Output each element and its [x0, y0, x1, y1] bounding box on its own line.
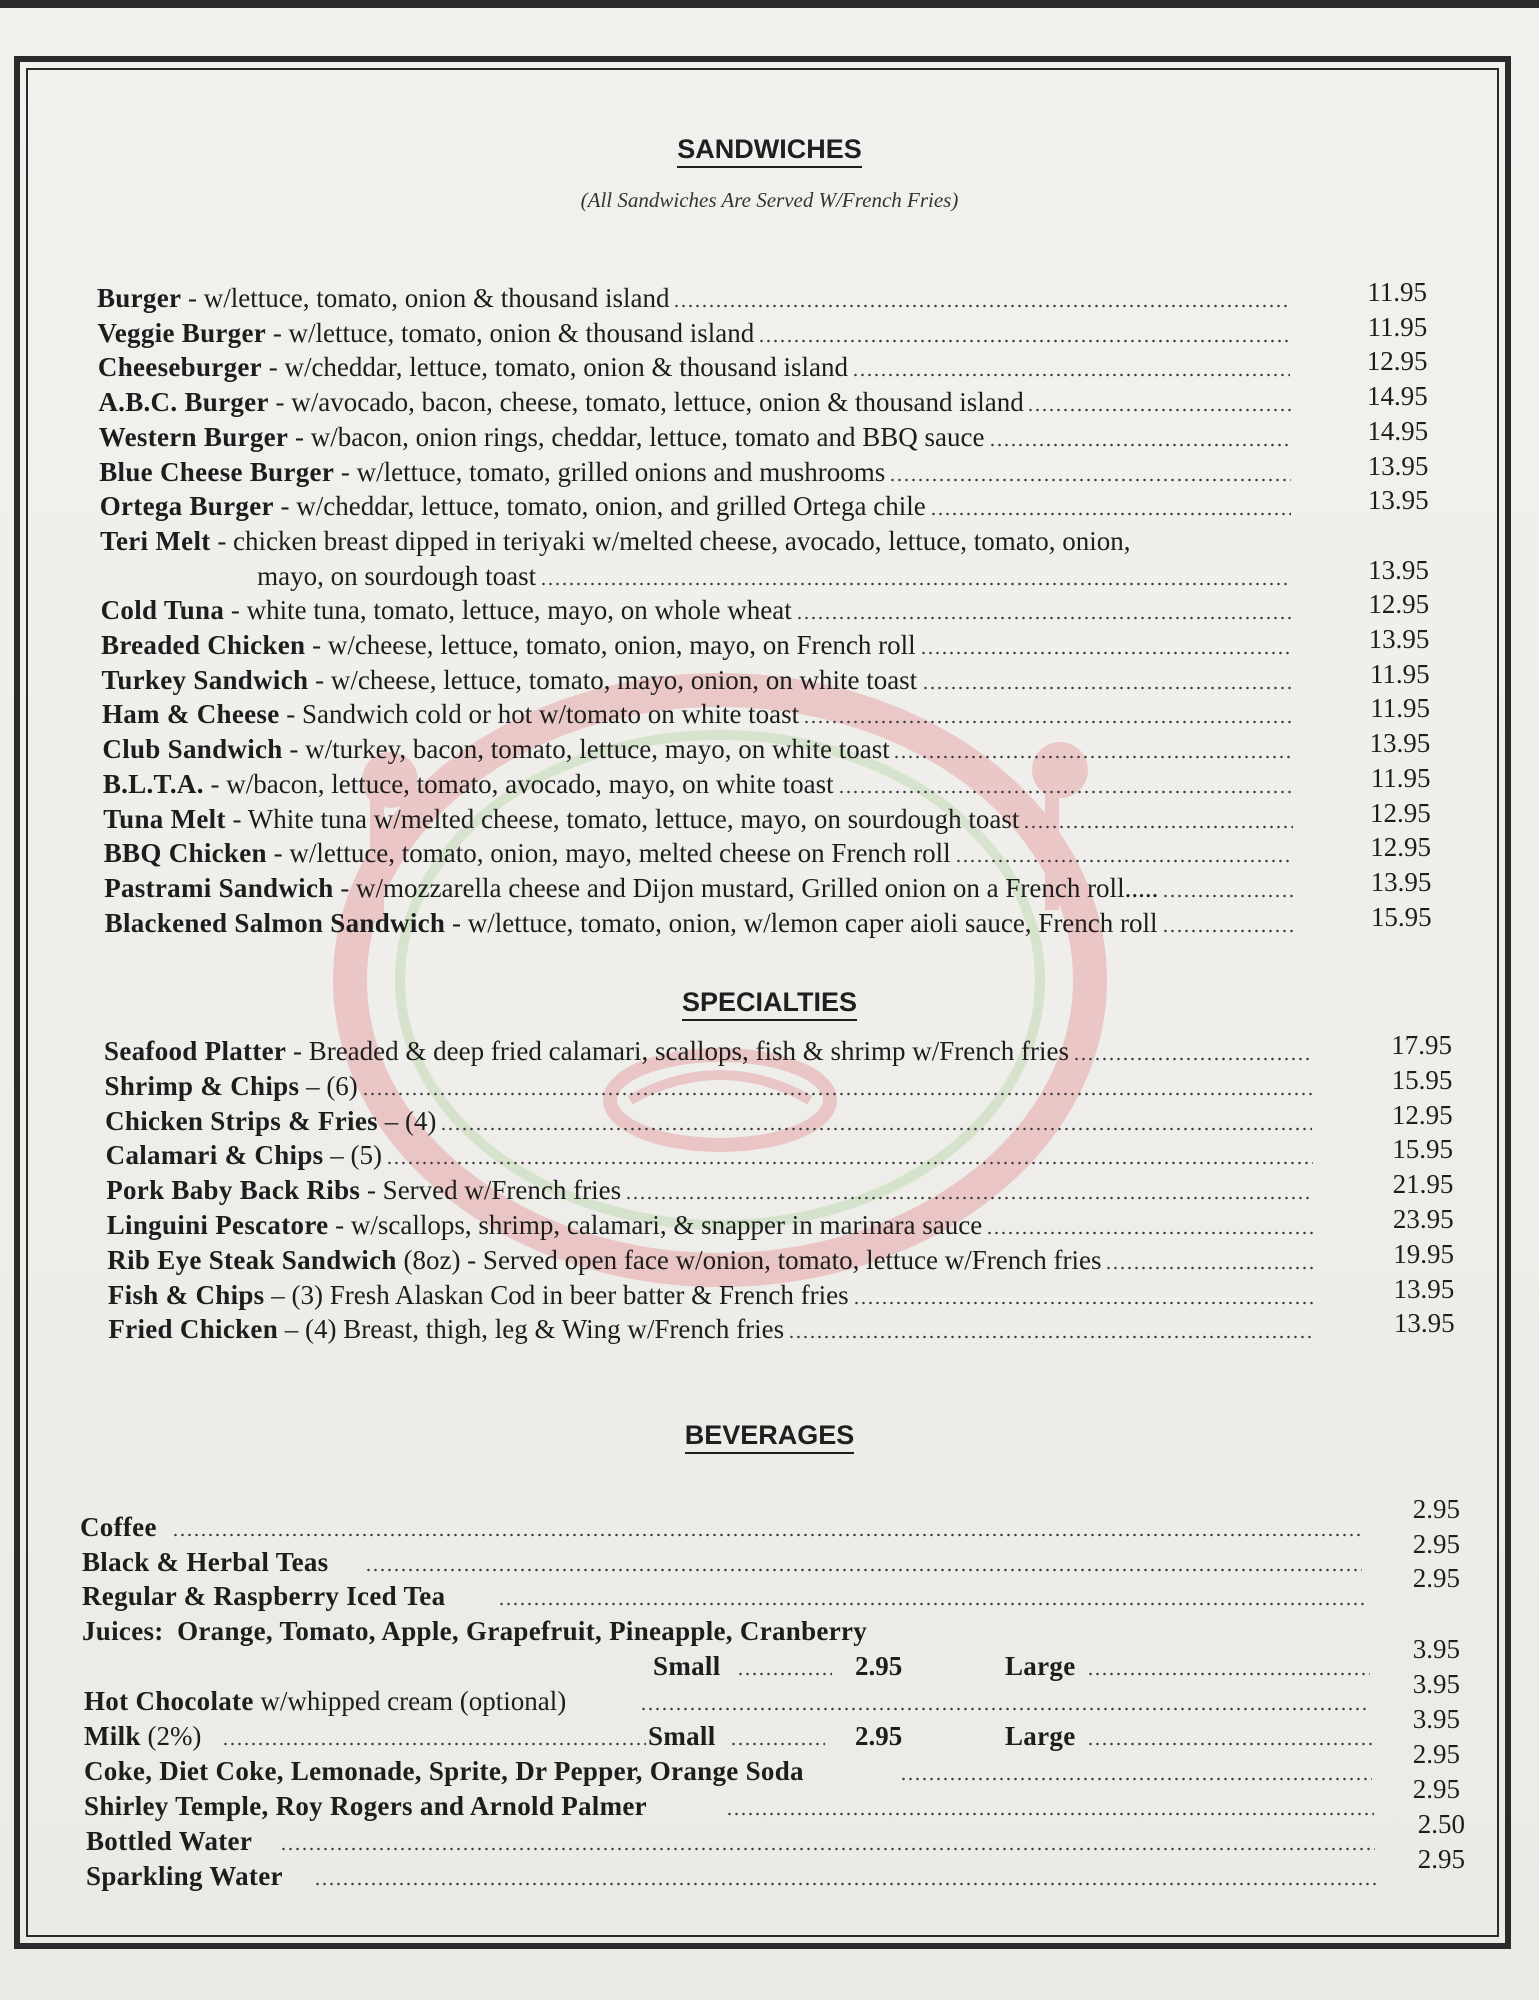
specialties-heading: SPECIALTIES: [0, 987, 1539, 1018]
item-description: - White tuna w/melted cheese, tomato, lettuce, mayo, on sourdough toast: [225, 803, 1020, 834]
item-price: 13.95: [1370, 866, 1432, 897]
item-name: Fish & Chips: [107, 1279, 265, 1310]
item-price: 13.95: [1393, 1273, 1455, 1304]
item-name: Calamari & Chips: [105, 1140, 324, 1171]
item-name: Seafood Platter: [104, 1036, 287, 1066]
bev-price: 2.95: [1412, 1563, 1460, 1593]
item-name: Chicken Strips & Fries: [105, 1105, 378, 1136]
item-description: - w/cheddar, lettuce, tomato, onion & thousand island: [261, 352, 848, 383]
item-name: Teri Melt: [100, 525, 211, 556]
item-price: 12.95: [1366, 346, 1428, 377]
item-name: BBQ Chicken: [103, 838, 267, 869]
sandwiches-item: [97, 318, 754, 349]
item-price: 23.95: [1392, 1204, 1454, 1234]
bev-price: 3.95: [1412, 1669, 1460, 1699]
sandwiches-item: [99, 422, 985, 453]
sandwiches-item: [98, 352, 848, 383]
item-price: 11.95: [1369, 658, 1430, 689]
leader-dots: [365, 1568, 1362, 1572]
juice-small-label: Small: [653, 1651, 721, 1681]
bev-temples: Shirley Temple, Roy Rogers and Arnold Palmer: [84, 1791, 647, 1821]
item-description: – (4): [377, 1105, 437, 1136]
item-description: - w/turkey, bacon, tomato, lettuce, mayo, on white toast: [282, 734, 890, 765]
sandwiches-item: [103, 769, 834, 800]
leader-dots: [788, 1335, 1314, 1339]
sandwiches-item: [99, 457, 885, 488]
leader-dots: [640, 1707, 1370, 1711]
item-description: - w/mozzarella cheese and Dijon mustard, Grilled onion on a French roll.....: [333, 872, 1159, 903]
item-price: 12.95: [1391, 1099, 1453, 1130]
sandwiches-item: [104, 873, 1158, 904]
item-description: - chicken breast dipped in teriyaki w/melted cheese, avocado, lettuce, tomato, onion,: [210, 525, 1131, 556]
item-price: 11.95: [1370, 762, 1431, 793]
specialties-item: [107, 1245, 1101, 1276]
leader-dots: [889, 478, 1291, 482]
milk-small-price: 2.95: [855, 1721, 903, 1751]
item-description: - w/avocado, bacon, cheese, tomato, lettuce, onion & thousand island: [268, 387, 1024, 418]
leader-dots: [853, 1301, 1314, 1305]
bev-price: 2.95: [1412, 1529, 1460, 1559]
item-description: – (6): [299, 1070, 358, 1101]
item-name: Blackened Salmon Sandwich: [104, 907, 446, 938]
sandwiches-item: [102, 734, 889, 765]
sandwiches-item-continued: [257, 561, 536, 592]
item-price: 15.95: [1370, 901, 1432, 932]
leader-dots: [386, 1161, 1313, 1165]
item-description: – (4) Breast, thigh, leg & Wing w/French fries: [278, 1314, 785, 1345]
bev-price: 3.95: [1412, 1634, 1460, 1664]
specialties-item: [107, 1210, 982, 1241]
item-price: 13.95: [1369, 728, 1431, 759]
leader-dots: [900, 1777, 1372, 1781]
item-name: Ham & Cheese: [101, 699, 280, 730]
leader-dots: [1162, 929, 1293, 933]
leader-dots: [726, 1812, 1374, 1816]
bev-juices: Juices: Orange, Tomato, Apple, Grapefruit, Pineapple, Cranberry: [82, 1616, 868, 1646]
leader-dots: [280, 1847, 1375, 1851]
item-name: Burger: [97, 283, 182, 313]
sandwiches-note: (All Sandwiches Are Served W/French Fries): [580, 188, 959, 212]
bev-milk: Milk (2%): [84, 1721, 202, 1751]
leader-dots: [852, 373, 1290, 377]
item-description: - w/lettuce, tomato, onion & thousand island: [181, 283, 670, 313]
leader-dots: [920, 651, 1292, 655]
item-description: - w/cheese, lettuce, tomato, mayo, onion, on white toast: [308, 664, 918, 695]
specialties-item: [106, 1175, 621, 1206]
specialties-item: [108, 1280, 849, 1311]
bev-price: 2.95: [1412, 1774, 1460, 1804]
item-description: – (3) Fresh Alaskan Cod in beer batter & French fries: [264, 1279, 849, 1310]
item-name: Western Burger: [98, 421, 289, 452]
item-name: Tuna Melt: [103, 803, 226, 834]
item-description: (8oz) - Served open face w/onion, tomato, lettuce w/French fries: [396, 1244, 1102, 1275]
item-description: - white tuna, tomato, lettuce, mayo, on whole wheat: [224, 595, 792, 626]
item-price: 12.95: [1368, 589, 1430, 620]
leader-dots: [498, 1602, 1364, 1606]
item-price: 13.95: [1367, 450, 1429, 481]
leader-dots: [1027, 408, 1291, 412]
item-name: Breaded Chicken: [101, 630, 306, 660]
leader-dots: [314, 1882, 1376, 1886]
leader-dots: [838, 790, 1292, 794]
leader-dots: [362, 1092, 1312, 1096]
item-price: 13.95: [1368, 624, 1430, 654]
item-name: Cheeseburger: [97, 352, 262, 383]
leader-dots: [758, 339, 1290, 343]
item-name: Linguini Pescatore: [106, 1210, 329, 1240]
leader-dots: [730, 1742, 825, 1746]
item-description: - w/bacon, lettuce, tomato, avocado, mayo, on white toast: [203, 768, 834, 799]
leader-dots: [796, 616, 1291, 620]
item-price: 15.95: [1392, 1134, 1453, 1165]
item-description: - w/lettuce, tomato, grilled onions and mushrooms: [334, 456, 886, 487]
leader-dots: [1087, 1742, 1372, 1746]
specialties-item: [108, 1314, 784, 1345]
item-price: 11.95: [1367, 311, 1428, 342]
item-price: 21.95: [1392, 1169, 1454, 1200]
item-description: - Sandwich cold or hot w/tomato on white toast: [279, 699, 800, 730]
bev-sparkling-water: Sparkling Water: [86, 1861, 283, 1891]
leader-dots: [803, 720, 1292, 724]
item-name: Turkey Sandwich: [101, 664, 309, 695]
item-name: Club Sandwich: [102, 734, 283, 765]
item-name: Pork Baby Back Ribs: [106, 1175, 361, 1206]
item-description: - w/lettuce, tomato, onion & thousand island: [266, 317, 755, 348]
item-name: Ortega Burger: [99, 491, 274, 522]
item-description: mayo, on sourdough toast: [257, 560, 537, 591]
leader-dots: [440, 1127, 1312, 1131]
leader-dots: [930, 512, 1291, 516]
item-name: Blue Cheese Burger: [99, 456, 335, 487]
sandwiches-item: [100, 491, 926, 522]
item-name: A.B.C. Burger: [98, 387, 269, 418]
bev-price: 2.95: [1412, 1739, 1460, 1769]
sandwiches-item: [101, 595, 792, 626]
juice-large-label: Large: [1005, 1651, 1076, 1681]
leader-dots: [1073, 1057, 1312, 1061]
specialties-item: [104, 1036, 1069, 1067]
milk-small-label: Small: [648, 1721, 716, 1751]
sandwiches-item: [105, 908, 1158, 939]
item-price: 12.95: [1370, 797, 1431, 828]
specialties-item: [105, 1071, 358, 1102]
item-name: Fried Chicken: [108, 1314, 279, 1345]
leader-dots: [955, 859, 1293, 863]
item-name: Veggie Burger: [97, 317, 267, 348]
item-price: 13.95: [1393, 1308, 1455, 1339]
leader-dots: [1162, 894, 1293, 898]
leader-dots: [625, 1196, 1313, 1200]
item-price: 14.95: [1367, 415, 1429, 446]
bev-iced-tea: Regular & Raspberry Iced Tea: [82, 1581, 446, 1611]
sandwiches-item: [103, 804, 1019, 835]
sandwiches-item: [100, 526, 1130, 557]
specialties-item: [106, 1140, 382, 1171]
item-description: - w/cheddar, lettuce, tomato, onion, and grilled Ortega chile: [273, 491, 926, 522]
item-name: Shrimp & Chips: [104, 1070, 300, 1101]
leader-dots: [1087, 1672, 1370, 1676]
bev-price: 2.95: [1417, 1844, 1465, 1874]
item-description: - Served w/French fries: [360, 1175, 622, 1206]
juice-small-price: 2.95: [855, 1651, 903, 1681]
sandwiches-item: [102, 665, 918, 696]
sandwiches-item: [101, 630, 916, 661]
bev-coffee: Coffee: [80, 1512, 157, 1542]
sandwiches-item: [98, 387, 1023, 418]
item-name: B.L.T.A.: [102, 768, 204, 799]
bev-sodas: Coke, Diet Coke, Lemonade, Sprite, Dr Pepper, Orange Soda: [84, 1756, 804, 1786]
leader-dots: [1105, 1266, 1313, 1270]
item-description: - Breaded & deep fried calamari, scallops, fish & shrimp w/French fries: [286, 1036, 1069, 1066]
leader-dots: [673, 304, 1290, 308]
item-price: 11.95: [1367, 277, 1427, 307]
item-price: 19.95: [1393, 1238, 1454, 1269]
item-price: 15.95: [1391, 1064, 1453, 1095]
item-price: 17.95: [1391, 1030, 1452, 1060]
leader-dots: [986, 1231, 1313, 1235]
leader-dots: [172, 1533, 1362, 1537]
sandwiches-heading: SANDWICHES: [0, 134, 1539, 165]
leader-dots: [1023, 825, 1293, 829]
bev-price: 2.50: [1417, 1809, 1465, 1839]
sandwiches-item: [102, 699, 799, 730]
item-price: 11.95: [1370, 693, 1430, 724]
item-description: - w/cheese, lettuce, tomato, onion, mayo, on French roll: [305, 630, 916, 660]
bev-price: 3.95: [1412, 1704, 1460, 1734]
item-price: 12.95: [1370, 832, 1432, 863]
bev-hot-chocolate: Hot Chocolate w/whipped cream (optional): [84, 1686, 567, 1716]
item-name: Cold Tuna: [100, 595, 225, 626]
leader-dots: [540, 582, 1291, 586]
sandwiches-item: [97, 283, 669, 314]
item-description: - w/scallops, shrimp, calamari, & snapper in marinara sauce: [328, 1210, 983, 1240]
bev-teas: Black & Herbal Teas: [82, 1547, 329, 1577]
item-description: – (5): [323, 1140, 382, 1171]
leader-dots: [922, 686, 1292, 690]
item-price: 13.95: [1367, 485, 1429, 516]
bev-bottled-water: Bottled Water: [86, 1826, 253, 1856]
item-description: - w/bacon, onion rings, cheddar, lettuce, tomato and BBQ sauce: [288, 421, 985, 452]
item-name: Rib Eye Steak Sandwich: [107, 1244, 397, 1275]
leader-dots: [893, 755, 1292, 759]
item-price: 13.95: [1368, 554, 1429, 585]
item-price: 14.95: [1367, 381, 1428, 412]
item-name: Pastrami Sandwich: [104, 872, 334, 903]
beverages-heading: BEVERAGES: [0, 1420, 1539, 1451]
item-description: - w/lettuce, tomato, onion, w/lemon caper aioli sauce, French roll: [445, 907, 1158, 938]
sandwiches-item: [104, 838, 951, 869]
milk-large-label: Large: [1005, 1721, 1076, 1751]
leader-dots: [222, 1742, 646, 1746]
item-description: - w/lettuce, tomato, onion, mayo, melted cheese on French roll: [266, 838, 951, 869]
bev-price: 2.95: [1412, 1494, 1460, 1524]
leader-dots: [989, 443, 1291, 447]
specialties-item: [105, 1106, 436, 1137]
leader-dots: [737, 1672, 832, 1676]
